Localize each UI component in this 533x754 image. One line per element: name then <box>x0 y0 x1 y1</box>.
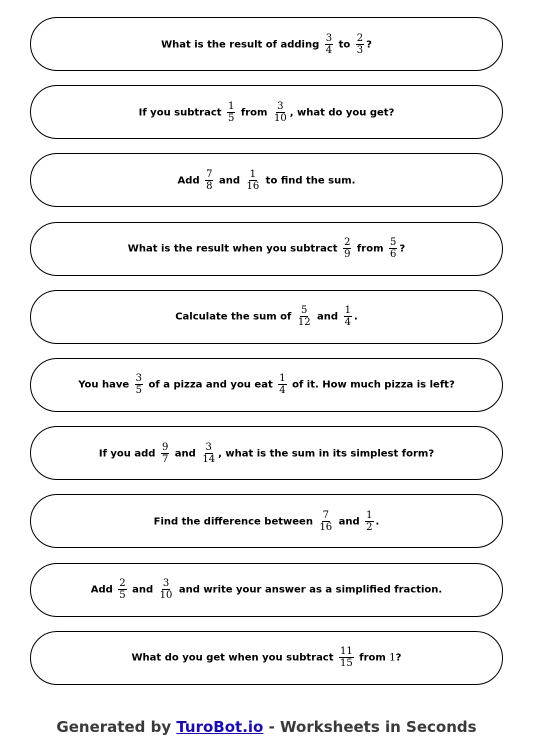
fraction-denominator: 2 <box>366 521 373 533</box>
question-text-segment: What do you get when you subtract <box>131 652 337 664</box>
question-card <box>30 17 503 71</box>
question-text-segment: from <box>353 243 387 255</box>
footer-suffix: - Worksheets in Seconds <box>263 718 477 736</box>
question-text-segment: Calculate the sum of <box>175 311 295 323</box>
question-text-segment: from <box>355 652 390 664</box>
question-text <box>175 305 358 328</box>
fraction-numerator: 7 <box>206 168 213 180</box>
fraction-numerator: 3 <box>135 373 143 385</box>
question-list <box>30 17 503 699</box>
footer <box>0 718 533 736</box>
question-text <box>178 169 356 192</box>
fraction-denominator: 12 <box>297 317 311 329</box>
fraction-denominator: 4 <box>325 44 333 56</box>
fraction-numerator: 5 <box>390 237 397 249</box>
fraction <box>201 442 216 465</box>
question-text <box>91 578 442 601</box>
footer-prefix: Generated by <box>56 718 177 736</box>
fraction-denominator: 9 <box>344 249 351 261</box>
question-text-segment: Add <box>90 584 117 596</box>
question-text-segment: ? <box>366 39 372 50</box>
fraction <box>344 305 352 328</box>
question-card <box>30 494 503 548</box>
question-text <box>139 101 395 124</box>
fraction-denominator: 15 <box>340 658 353 670</box>
fraction-numerator: 1 <box>366 509 373 521</box>
fraction-numerator: 3 <box>277 100 284 112</box>
fraction <box>135 373 143 396</box>
fraction <box>318 510 333 533</box>
question-text-segment: and <box>171 448 200 460</box>
fraction <box>356 33 364 56</box>
question-card <box>30 563 503 617</box>
fraction <box>118 578 126 601</box>
fraction-numerator: 3 <box>162 578 170 589</box>
question-text <box>161 33 372 56</box>
question-text-segment: What is the result when you subtract <box>127 243 342 255</box>
fraction-denominator: 5 <box>228 112 235 124</box>
question-text-segment: Add <box>177 175 204 187</box>
question-text-segment: What is the result of adding <box>161 39 323 50</box>
fraction <box>245 169 260 192</box>
question-text-segment: and <box>215 175 244 187</box>
question-card <box>30 358 503 412</box>
fraction-numerator: 9 <box>161 441 169 453</box>
fraction <box>159 578 174 601</box>
fraction-numerator: 3 <box>205 441 212 453</box>
question-text-segment: ? <box>399 243 406 255</box>
fraction-numerator: 2 <box>356 32 364 44</box>
fraction <box>273 101 288 124</box>
fraction-numerator: 5 <box>301 305 308 317</box>
fraction-denominator: 16 <box>319 521 333 533</box>
fraction <box>161 442 169 465</box>
fraction-denominator: 5 <box>135 385 143 397</box>
fraction <box>389 237 397 260</box>
question-text <box>99 442 434 465</box>
fraction <box>325 33 333 56</box>
question-text-segment: from <box>237 107 271 119</box>
fraction-denominator: 10 <box>159 590 173 601</box>
fraction-numerator: 3 <box>325 32 333 44</box>
fraction-denominator: 3 <box>356 44 364 56</box>
question-text-segment: and <box>128 584 157 596</box>
fraction-denominator: 5 <box>119 590 126 601</box>
question-card <box>30 153 503 207</box>
fraction-numerator: 1 <box>279 373 286 385</box>
fraction-denominator: 7 <box>161 453 169 465</box>
question-text-segment: Find the difference between <box>153 516 317 528</box>
question-text-segment: . <box>353 311 358 323</box>
fraction-numerator: 1 <box>344 305 351 317</box>
whole-number: 1 <box>389 652 396 664</box>
fraction <box>297 305 312 328</box>
question-text-segment: . <box>375 516 380 528</box>
fraction-denominator: 8 <box>206 180 213 192</box>
fraction-denominator: 4 <box>279 385 286 397</box>
question-text-segment: ? <box>395 652 402 664</box>
question-card <box>30 631 503 685</box>
fraction <box>205 169 213 192</box>
fraction <box>339 646 354 669</box>
fraction-denominator: 10 <box>273 112 287 124</box>
question-text-segment: and <box>313 311 342 323</box>
fraction-numerator: 2 <box>344 237 351 249</box>
question-text-segment: You have <box>78 379 133 391</box>
question-text-segment: If you add <box>98 448 159 460</box>
question-text-segment: , what do you get? <box>289 107 395 119</box>
fraction-numerator: 2 <box>119 578 126 589</box>
fraction-denominator: 4 <box>344 317 351 329</box>
fraction-numerator: 1 <box>228 100 235 112</box>
fraction-numerator: 7 <box>322 509 329 521</box>
fraction <box>278 373 286 396</box>
question-text <box>128 237 405 260</box>
question-text-segment: to <box>335 39 354 50</box>
fraction-denominator: 6 <box>390 249 397 261</box>
fraction-denominator: 16 <box>246 180 260 192</box>
question-text-segment: , what is the sum in its simplest form? <box>218 448 435 460</box>
question-card <box>30 290 503 344</box>
fraction <box>227 101 235 124</box>
question-text <box>154 510 380 533</box>
fraction <box>365 510 373 533</box>
question-text-segment: and write your answer as a simplified fraction. <box>175 584 443 596</box>
question-text-segment: to find the sum. <box>262 175 356 187</box>
question-text-segment: and <box>335 516 364 528</box>
question-text <box>78 373 455 396</box>
fraction <box>343 237 351 260</box>
question-text-segment: of a pizza and you eat <box>145 379 277 391</box>
question-card <box>30 426 503 480</box>
question-card <box>30 222 503 276</box>
fraction-denominator: 14 <box>202 453 216 465</box>
question-text-segment: If you subtract <box>138 107 226 119</box>
fraction-numerator: 11 <box>340 646 353 658</box>
question-text-segment: of it. How much pizza is left? <box>288 379 455 391</box>
question-text <box>132 646 402 669</box>
turobot-link[interactable]: TuroBot.io <box>176 718 264 736</box>
fraction-numerator: 1 <box>249 168 257 180</box>
question-card <box>30 85 503 139</box>
